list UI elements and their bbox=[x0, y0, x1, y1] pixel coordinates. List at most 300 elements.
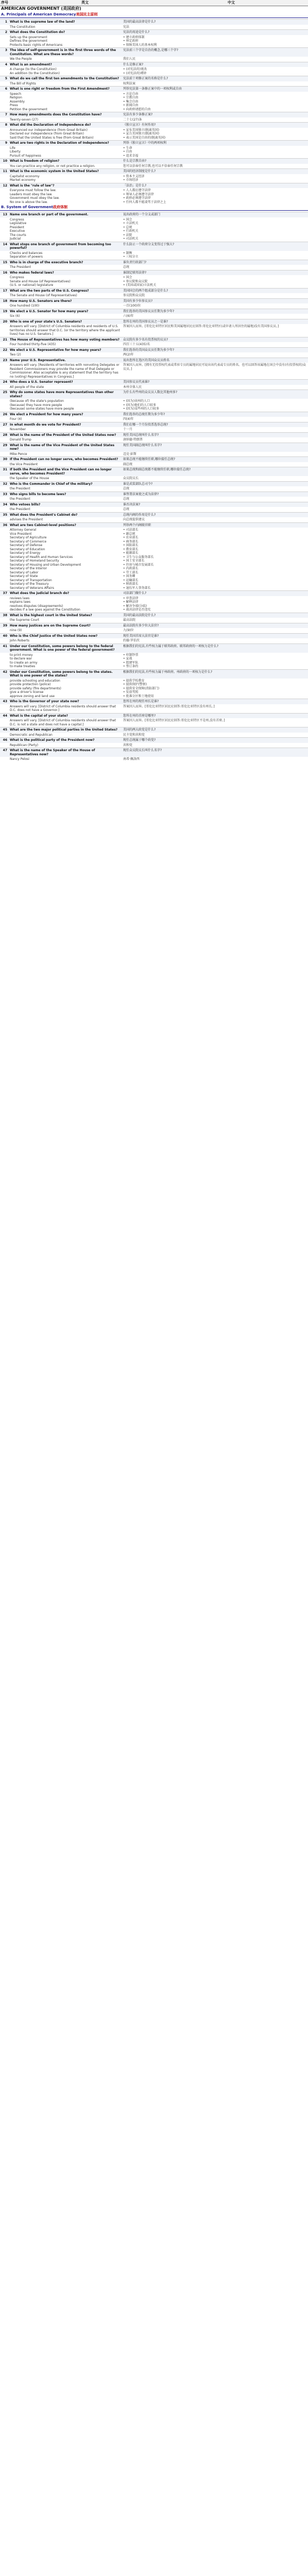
question-number: 13 bbox=[3, 213, 7, 216]
answer-row bbox=[0, 437, 308, 443]
question-english: Who is the Governor of your state now? bbox=[10, 700, 79, 703]
question-number: 3 bbox=[5, 48, 7, 52]
answer-chinese: 副总统 bbox=[123, 462, 133, 466]
answer-english: Republican (Party) bbox=[10, 743, 39, 747]
question-number: 47 bbox=[3, 749, 7, 752]
answer-row bbox=[0, 638, 308, 643]
question-chinese: 最高法院有多少位大法官? bbox=[123, 623, 159, 628]
answer-english: (because of) the state's population (because) they have more people (because) some states have more people bbox=[10, 399, 74, 411]
question-row bbox=[0, 492, 308, 497]
document-title: AMERICAN GOVERNMENT (美国政府) bbox=[1, 6, 81, 11]
answer-chinese: • 提供学校教育 • 提供保护(警察) • 提供安全保障(消防部门) • 发放驾照 • 批准分区和土地使用 bbox=[123, 679, 160, 698]
section-title-english: B. System of Government bbox=[1, 205, 53, 210]
answer-chinese: • 生命 • 自由 • 追求幸福 bbox=[123, 146, 139, 158]
question-chinese: 根据我们的宪法,有些权力属于联邦政府。联邦政府的一项权力是什么? bbox=[123, 644, 219, 648]
answer-english: the Speaker of the House bbox=[10, 477, 49, 480]
answer-chinese: • 人人都应遵守法律 • 领导人必须遵守法律 • 政府必须遵守法律 • 任何人都不能凌驾于法律之上 bbox=[123, 189, 166, 204]
question-chinese: 我们选举的美国参议员任期为多少年? bbox=[123, 309, 175, 313]
question-block bbox=[0, 298, 308, 309]
answer-english: Answers will vary. [District of Columbia residents should answer that D.C. does not have a Governor.] bbox=[10, 704, 116, 712]
question-block bbox=[0, 699, 308, 713]
answer-row bbox=[0, 146, 308, 159]
question-chinese: 谁否决法案? bbox=[123, 502, 141, 506]
answer-english: Mike Pence bbox=[10, 452, 27, 456]
question-row bbox=[0, 727, 308, 733]
question-number: 42 bbox=[3, 670, 7, 674]
question-block bbox=[0, 62, 308, 76]
answer-english: All people of the state bbox=[10, 385, 44, 389]
question-chinese: 我们选举的美国众议员任期为多少年? bbox=[123, 348, 175, 352]
answer-chinese: 民主党和共和党 bbox=[123, 733, 145, 737]
question-block bbox=[0, 288, 308, 298]
answer-row bbox=[0, 618, 308, 623]
answer-chinese: 本州全体人民 bbox=[123, 385, 142, 389]
question-chinese: 列举宪法第一条修正案中的一项权利或自由 bbox=[123, 87, 182, 91]
question-number: 41 bbox=[3, 644, 7, 648]
question-english: Who vetoes bills? bbox=[10, 502, 41, 506]
question-english: Who is the Chief Justice of the United States now? bbox=[10, 634, 98, 638]
answer-row bbox=[0, 25, 308, 30]
answer-chinese: • 资本主义经济 • 市场经济 bbox=[123, 174, 145, 182]
answer-row bbox=[0, 596, 308, 613]
question-block bbox=[0, 590, 308, 613]
question-chinese: 您所在州的现任州长是谁? bbox=[123, 700, 159, 703]
question-chinese: 根据我们的宪法,有些权力属于州政府。州政府的一项权力是什么? bbox=[123, 670, 213, 674]
question-row bbox=[0, 20, 308, 25]
question-block bbox=[0, 633, 308, 643]
answer-chinese: 九(9)位 bbox=[123, 629, 134, 632]
question-block bbox=[0, 512, 308, 522]
question-english: What is the political party of the President now? bbox=[10, 738, 95, 742]
answer-row bbox=[0, 57, 308, 62]
question-number: 18 bbox=[3, 299, 7, 303]
answer-english: Nancy Pelosi bbox=[10, 757, 29, 761]
question-english: What is the highest court in the United States? bbox=[10, 613, 92, 617]
question-english: The House of Representatives has how many voting members? bbox=[10, 337, 120, 342]
answer-row bbox=[0, 303, 308, 309]
question-block bbox=[0, 86, 308, 112]
question-block bbox=[0, 492, 308, 502]
question-number: 1 bbox=[5, 20, 7, 24]
question-chinese: 谁负责行政部门? bbox=[123, 260, 147, 264]
question-row bbox=[0, 613, 308, 618]
question-number: 17 bbox=[3, 289, 7, 293]
question-chinese: 列举《独立宣言》中的两项权利 bbox=[123, 141, 167, 145]
question-number: 20 bbox=[3, 319, 7, 324]
answer-row bbox=[0, 92, 308, 112]
question-row bbox=[0, 390, 308, 399]
question-row bbox=[0, 260, 308, 265]
question-english: The idea of self-government is in the first three words of the Constitution. What are these words? bbox=[10, 48, 116, 56]
answer-english: the President bbox=[10, 497, 30, 501]
question-number: 21 bbox=[3, 337, 7, 342]
question-chinese: 我们在哪一个月份投票选举总统? bbox=[123, 422, 168, 427]
question-chinese: 美国有多少位参议员? bbox=[123, 299, 153, 303]
column-header-chinese: 中文 bbox=[228, 1, 235, 5]
question-number: 10 bbox=[3, 159, 7, 163]
question-row bbox=[0, 289, 308, 294]
question-block bbox=[0, 270, 308, 288]
question-block bbox=[0, 443, 308, 457]
answer-english: Sets up the government Defines the government Protects basic rights of Americans bbox=[10, 35, 63, 47]
question-chinese: 宪法前三个字是自治的概念,是哪三个字? bbox=[123, 48, 179, 52]
question-number: 19 bbox=[3, 309, 7, 313]
answer-english: One hundred (100) bbox=[10, 304, 40, 308]
question-english: What are two Cabinet-level positions? bbox=[10, 523, 76, 527]
question-number: 43 bbox=[3, 700, 7, 703]
answer-english: Speech Religion Assembly Press Petition the government bbox=[10, 92, 47, 111]
question-chinese: 什么防止一个政府分支变得过于强大? bbox=[123, 242, 175, 246]
question-number: 45 bbox=[3, 728, 7, 732]
answer-chinese: 六(6)年 bbox=[123, 314, 134, 318]
answer-chinese: 约翰·罗伯茨 bbox=[123, 639, 140, 642]
question-english: If both the President and the Vice President can no longer serve, who becomes President? bbox=[10, 468, 112, 476]
question-block bbox=[0, 713, 308, 727]
question-block bbox=[0, 727, 308, 737]
answer-row bbox=[0, 427, 308, 432]
question-chinese: 「法治」是什么? bbox=[123, 183, 147, 188]
question-number: 8 bbox=[5, 123, 7, 127]
question-row bbox=[0, 699, 308, 704]
answer-row bbox=[0, 743, 308, 748]
question-block bbox=[0, 140, 308, 158]
answer-english: The Senate and House (of Representatives) bbox=[10, 294, 77, 297]
answer-english: We the People bbox=[10, 57, 32, 61]
question-english: How many amendments does the Constitution have? bbox=[10, 113, 102, 116]
question-row bbox=[0, 358, 308, 363]
question-row bbox=[0, 30, 308, 35]
answer-english: advises the President bbox=[10, 518, 43, 521]
question-number: 36 bbox=[3, 523, 7, 527]
question-english: Under our Constitution, some powers belong to the federal government. What is one power of the federal government? bbox=[10, 644, 115, 652]
question-block bbox=[0, 522, 308, 591]
question-block bbox=[0, 613, 308, 623]
answer-row bbox=[0, 188, 308, 205]
question-block bbox=[0, 748, 308, 762]
answer-row bbox=[0, 293, 308, 298]
answer-row bbox=[0, 324, 308, 337]
question-block bbox=[0, 158, 308, 168]
answer-chinese: 南希·佩洛西 bbox=[123, 757, 140, 761]
question-chinese: 现任总统属于哪个政党? bbox=[123, 738, 156, 742]
question-chinese: 您所在州的首府是哪里? bbox=[123, 714, 156, 718]
answer-english: Attorney General Vice President Secretary of Agriculture Secretary of Commerce Secretary of Defense Secretary of Education Secretary of Energy Secretary of Health and Human Services Secretary of Homeland Security Secretary of Housing and Urban Development Secretary of the Interior Secretary of Labor Secretary of State Secretary of Transportation Secretary of the Treasury Secretary of Veterans Affairs bbox=[10, 528, 81, 590]
question-row bbox=[0, 348, 308, 353]
question-block bbox=[0, 29, 308, 47]
question-row bbox=[0, 644, 308, 653]
answer-chinese: • 国会 • 立法机关 • 总统 • 行政机关 • 法院 • 司法机关 bbox=[123, 217, 139, 241]
question-english: Who is one of your state's U.S. Senators? bbox=[10, 319, 82, 324]
answer-english: The Bill of Rights bbox=[10, 81, 36, 86]
question-block bbox=[0, 347, 308, 358]
question-english: Who makes federal laws? bbox=[10, 270, 54, 275]
answer-english: You can practice any religion, or not practice a religion. bbox=[10, 164, 95, 168]
answer-english: A change (to the Constitution) An addition (to the Constitution) bbox=[10, 67, 60, 75]
question-block bbox=[0, 456, 308, 467]
answer-row bbox=[0, 507, 308, 512]
question-row bbox=[0, 433, 308, 438]
question-chinese: 如果总统和副总统都不能继续任职,哪位接任总统? bbox=[123, 468, 191, 471]
question-row bbox=[0, 62, 308, 67]
question-number: 24 bbox=[3, 380, 7, 384]
answer-chinese: 两(2)年 bbox=[123, 353, 134, 357]
question-row bbox=[0, 623, 308, 629]
question-row bbox=[0, 748, 308, 757]
question-number: 4 bbox=[5, 62, 7, 66]
answer-english: Answers will vary. [Residents of territories with nonvoting Delegates or Resident Commissioners may provide the name of that Delegate or Commissioner. Also acceptable is any statement that the territory has no (voting) Representatives in Congress.] bbox=[10, 363, 119, 379]
answer-english: Answers will vary. [District of Columbia residents and residents of U.S. territories should answer that D.C. (or the territory where the applicant lives) has no U.S. Senators.] bbox=[10, 325, 120, 336]
question-row bbox=[0, 412, 308, 417]
question-english: What is the supreme law of the land? bbox=[10, 20, 75, 24]
answer-english: The President bbox=[10, 265, 31, 269]
question-chinese: 《独立宣言》有何作用? bbox=[123, 123, 156, 127]
question-block bbox=[0, 389, 308, 412]
question-number: 5 bbox=[5, 77, 7, 80]
answer-chinese: 迈克·彭斯 bbox=[123, 452, 136, 456]
question-english: We elect a U.S. Representative for how many years? bbox=[10, 348, 101, 352]
question-chinese: 为什么有些州的众议员人数比其他州多? bbox=[123, 391, 178, 394]
question-row bbox=[0, 319, 308, 325]
question-english: Who does a U.S. Senator represent? bbox=[10, 380, 73, 384]
question-block bbox=[0, 412, 308, 422]
answer-english: nine (9) bbox=[10, 629, 22, 632]
question-english: What does the President's Cabinet do? bbox=[10, 513, 78, 517]
section-heading bbox=[0, 12, 308, 18]
answer-chinese: 十一月 bbox=[123, 428, 133, 431]
answer-row bbox=[0, 718, 308, 727]
question-number: 38 bbox=[3, 613, 7, 617]
answer-english: Four hundred thirty-five (435) bbox=[10, 343, 56, 346]
question-row bbox=[0, 670, 308, 679]
answer-english: provide schooling and education provide protection (police) provide safety (fire departments) give a driver's license approve zoning and land use bbox=[10, 679, 61, 698]
question-row bbox=[0, 141, 308, 146]
question-row bbox=[0, 443, 308, 452]
answer-row bbox=[0, 217, 308, 242]
question-number: 29 bbox=[3, 443, 7, 447]
question-block bbox=[0, 76, 308, 86]
question-row bbox=[0, 513, 308, 518]
document-page bbox=[0, 0, 308, 764]
question-english: What are the two major political parties in the United States? bbox=[10, 728, 118, 732]
question-number: 14 bbox=[3, 242, 7, 246]
question-row bbox=[0, 270, 308, 276]
answer-chinese: 总统 bbox=[123, 265, 130, 269]
question-english: What does the Constitution do? bbox=[10, 30, 65, 34]
question-row bbox=[0, 299, 308, 304]
question-english: We elect a President for how many years? bbox=[10, 412, 83, 416]
answer-chinese: 向总统提供建议 bbox=[123, 518, 145, 521]
question-row bbox=[0, 380, 308, 385]
answer-english: The Constitution bbox=[10, 25, 36, 29]
answer-row bbox=[0, 117, 308, 123]
answer-english: Four (4) bbox=[10, 417, 22, 421]
question-english: Name one branch or part of the government. bbox=[10, 213, 89, 216]
answer-row bbox=[0, 757, 308, 762]
answer-english: the Supreme Court bbox=[10, 618, 40, 622]
question-number: 25 bbox=[3, 391, 7, 394]
question-chinese: 什么是修正案? bbox=[123, 62, 144, 66]
question-row bbox=[0, 212, 308, 217]
question-chinese: 我们选举的总统任期为多少年? bbox=[123, 412, 165, 416]
answer-english: John Roberts bbox=[10, 639, 29, 642]
question-chinese: 美国国会的两个组成部分是什么? bbox=[123, 289, 168, 293]
question-english: How many U.S. Senators are there? bbox=[10, 299, 72, 303]
answer-english: the President bbox=[10, 507, 30, 511]
question-english: What is the name of the Vice President of the United States now? bbox=[10, 443, 115, 451]
answer-chinese: 您可以信奉任何宗教,也可以不信奉任何宗教 bbox=[123, 164, 183, 168]
question-row bbox=[0, 48, 308, 57]
answer-english: the Vice President bbox=[10, 462, 38, 466]
question-english: What are the two parts of the U.S. Congress? bbox=[10, 289, 89, 293]
section-title-chinese: 政府体制 bbox=[53, 205, 67, 210]
section-title-english: A. Principals of American Democracy bbox=[1, 12, 76, 17]
answer-chinese: • 司法部长 • 副总统 • 农业部长 • 商务部长 • 国防部长 • 教育部长 • 能源部长 • 卫生与公众服务部长 • 国土安全部长 • 住房与城市发展部长 • 内政部长 • 劳工部长 • 国务卿 • 运输部长 • 财政部长 • 退伍军人事务部长 bbox=[123, 528, 154, 590]
answer-chinese: • (对宪法的)更改 • (对宪法的)增补 bbox=[123, 67, 147, 75]
question-row bbox=[0, 482, 308, 487]
question-english: What is an amendment? bbox=[10, 62, 52, 66]
question-number: 15 bbox=[3, 260, 7, 264]
question-chinese: 宪法有多少条修正案? bbox=[123, 113, 153, 116]
answer-chinese: • 印制钞票 • 宣战 • 组建军队 • 签订条约 bbox=[123, 653, 139, 668]
answer-chinese: 答案因人而异。[拥有无投票权代表或常驻专员的属地居民可说出该代表或专员的姓名。也可以回答该属地在国会中没有(有投票权的)众议员。] bbox=[123, 363, 306, 371]
question-row bbox=[0, 87, 308, 92]
answer-chinese: 四(4)年 bbox=[123, 417, 134, 421]
answer-chinese: 二十七(27)条 bbox=[123, 117, 142, 122]
question-english: If the President can no longer serve, who becomes President? bbox=[10, 457, 118, 461]
question-number: 7 bbox=[5, 113, 7, 116]
question-block bbox=[0, 467, 308, 481]
question-chinese: 列举两个内阁级官职 bbox=[123, 523, 151, 527]
answer-row bbox=[0, 528, 308, 590]
question-block bbox=[0, 309, 308, 319]
question-chinese: 众议院有多少名有投票权的议员? bbox=[123, 337, 168, 342]
answer-row bbox=[0, 363, 308, 379]
question-number: 44 bbox=[3, 714, 7, 718]
question-block bbox=[0, 168, 308, 183]
answer-row bbox=[0, 35, 308, 48]
answer-english: Six (6) bbox=[10, 314, 20, 318]
answer-row bbox=[0, 128, 308, 141]
answer-row bbox=[0, 653, 308, 669]
answer-row bbox=[0, 385, 308, 390]
question-chinese: 宪法前十项修正案的名称是什么? bbox=[123, 77, 168, 80]
question-number: 31 bbox=[3, 468, 7, 471]
question-block bbox=[0, 432, 308, 443]
question-row bbox=[0, 169, 308, 174]
answer-row bbox=[0, 399, 308, 412]
question-chinese: 您所在州的美国参议员之一是谁? bbox=[123, 319, 168, 324]
question-list bbox=[0, 12, 308, 762]
answer-english: the President bbox=[10, 487, 30, 490]
question-english: What is the capital of your state? bbox=[10, 714, 69, 718]
answer-row bbox=[0, 517, 308, 522]
section-heading bbox=[0, 205, 308, 211]
answer-english: Checks and balances Separation of powers bbox=[10, 251, 43, 259]
question-chinese: 如果总统不能继续任职,哪位接任总统? bbox=[123, 457, 176, 461]
question-block bbox=[0, 242, 308, 260]
question-english: What are two rights in the Declaration of Independence? bbox=[10, 141, 109, 145]
question-row bbox=[0, 591, 308, 596]
question-block bbox=[0, 358, 308, 380]
question-chinese: 说出您所在选区的美国众议员姓名 bbox=[123, 358, 170, 362]
question-row bbox=[0, 634, 308, 639]
question-english: What is the "rule of law"? bbox=[10, 183, 55, 188]
question-row bbox=[0, 76, 308, 81]
question-number: 16 bbox=[3, 270, 7, 275]
question-english: Name your U.S. Representative. bbox=[10, 358, 66, 362]
question-row bbox=[0, 123, 308, 128]
answer-row bbox=[0, 314, 308, 319]
question-chinese: 美国的最高法院是什么? bbox=[123, 613, 156, 617]
question-english: Why do some states have more Representatives than other states? bbox=[10, 391, 114, 398]
question-number: 37 bbox=[3, 591, 7, 595]
question-number: 39 bbox=[3, 623, 7, 628]
answer-row bbox=[0, 476, 308, 481]
question-block bbox=[0, 122, 308, 140]
question-number: 40 bbox=[3, 634, 7, 638]
answer-row bbox=[0, 628, 308, 633]
answer-chinese: 答案因人而异。[哥伦比亚特区居民应回答:哥伦比亚特区不是州,没有首府。] bbox=[123, 719, 225, 722]
answer-row bbox=[0, 497, 308, 502]
answer-chinese: 四百三十五(435)名 bbox=[123, 343, 150, 346]
question-english: What is one right or freedom from the First Amendment? bbox=[10, 87, 110, 91]
question-row bbox=[0, 738, 308, 743]
question-chinese: 什么是宗教自由? bbox=[123, 159, 147, 163]
answer-row bbox=[0, 733, 308, 738]
answer-chinese: 唐纳德·特朗普 bbox=[123, 438, 143, 442]
answer-english: Donald Trump bbox=[10, 438, 31, 442]
answer-row bbox=[0, 164, 308, 169]
answer-row bbox=[0, 417, 308, 422]
question-block bbox=[0, 337, 308, 347]
question-english: What is the name of the President of the United States now? bbox=[10, 433, 116, 437]
question-number: 2 bbox=[5, 30, 7, 34]
question-row bbox=[0, 242, 308, 251]
question-block bbox=[0, 183, 308, 205]
answer-chinese: 最高法院 bbox=[123, 618, 136, 622]
answer-chinese: • 言论自由 • 宗教自由 • 集会自由 • 新闻自由 • 向政府请愿的自由 bbox=[123, 92, 151, 111]
answer-english: Life Liberty Pursuit of happiness bbox=[10, 146, 41, 158]
answer-english: Announced our independence (from Great Britain) Declared our independence (from Great Britain) Said that the United States is free (from Great Britain) bbox=[10, 128, 94, 140]
answer-english: Twenty-seven (27) bbox=[10, 117, 39, 122]
question-block bbox=[0, 737, 308, 748]
answer-english: Congress Senate and House (of Representatives) (U.S. or national) legislature bbox=[10, 276, 71, 287]
question-number: 32 bbox=[3, 482, 7, 486]
answer-chinese: • 建立政府体制 • 界定政府 • 保障美国人的基本权利 bbox=[123, 35, 157, 47]
answer-row bbox=[0, 486, 308, 492]
answer-row bbox=[0, 704, 308, 713]
answer-row bbox=[0, 342, 308, 347]
answer-chinese: • 审查法律 • 解释法律 • 解决争端(分歧) • 裁决法律是否违宪 bbox=[123, 596, 151, 612]
question-number: 35 bbox=[3, 513, 7, 517]
question-chinese: 司法部门做什么? bbox=[123, 591, 147, 595]
question-row bbox=[0, 714, 308, 719]
question-number: 12 bbox=[3, 183, 7, 188]
question-row bbox=[0, 159, 308, 164]
question-english: In what month do we vote for President? bbox=[10, 422, 81, 427]
question-block bbox=[0, 623, 308, 633]
answer-row bbox=[0, 452, 308, 457]
answer-english: Two (2) bbox=[10, 353, 21, 357]
question-row bbox=[0, 183, 308, 189]
question-block bbox=[0, 481, 308, 492]
question-block bbox=[0, 212, 308, 242]
question-block bbox=[0, 47, 308, 62]
question-chinese: 美国的最高法律是什么? bbox=[123, 20, 156, 24]
question-chinese: 说出政府的一个分支或部门 bbox=[123, 213, 161, 216]
question-number: 26 bbox=[3, 412, 7, 416]
question-row bbox=[0, 467, 308, 476]
